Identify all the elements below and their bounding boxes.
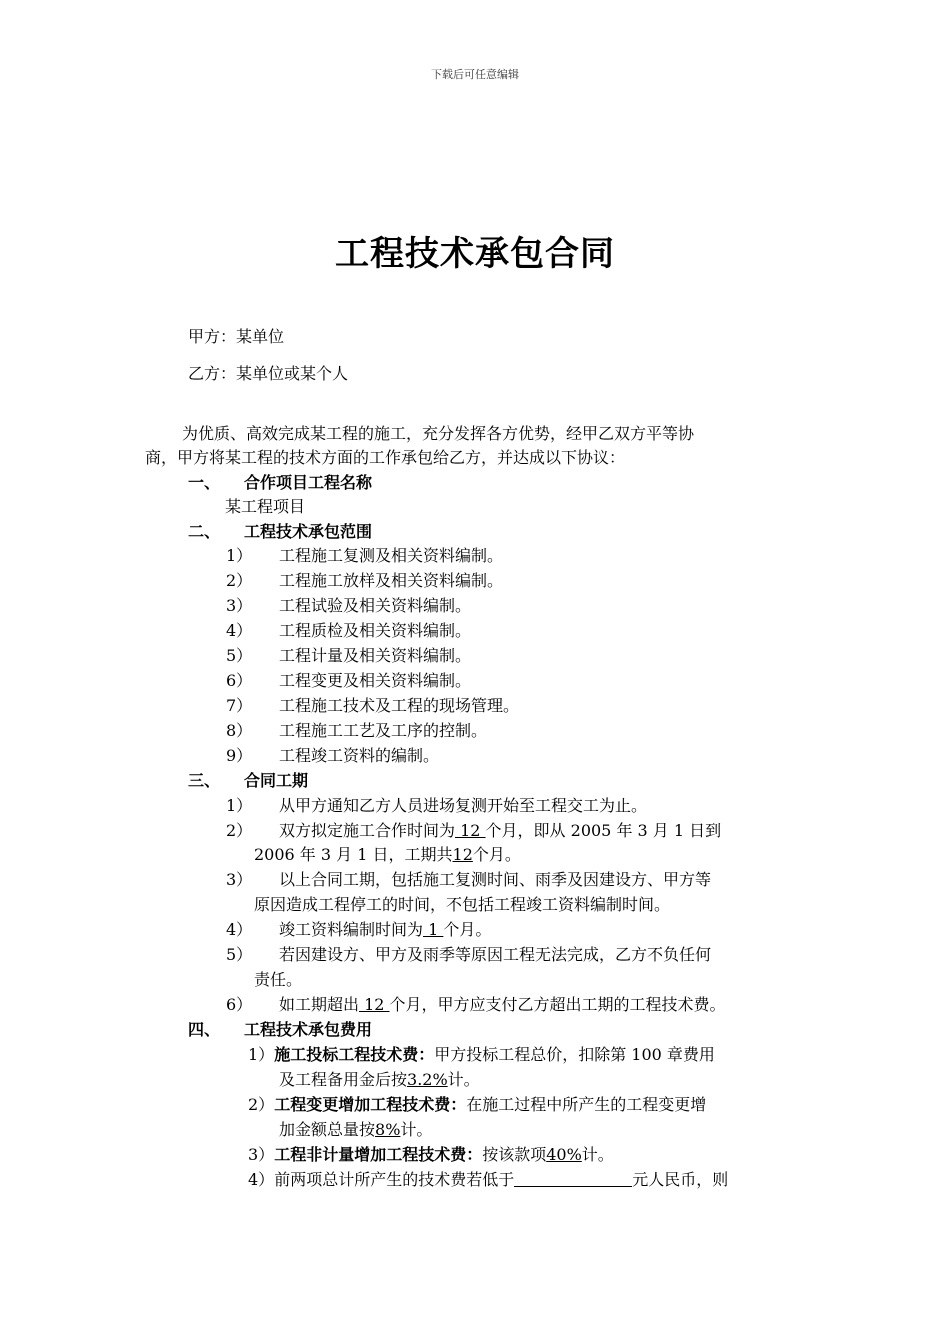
scope-item-5-number: 5） <box>226 646 253 665</box>
section-3-title: 合同工期 <box>244 771 309 790</box>
term-item-1-number: 1） <box>226 796 253 815</box>
fee-item-2-line-2-post: 计。 <box>400 1120 433 1139</box>
fee-item-4-number: 4） <box>248 1170 275 1189</box>
fee-item-3-rate: 40% <box>546 1145 582 1164</box>
fee-item-1-line-2 <box>279 1070 480 1090</box>
section-4-number: 四、 <box>188 1020 221 1039</box>
term-item-1-text: 从甲方通知乙方人员进场复测开始至工程交工为止。 <box>279 796 648 815</box>
section-4-title: 工程技术承包费用 <box>244 1020 373 1039</box>
scope-item-5-text: 工程计量及相关资料编制。 <box>279 646 472 665</box>
term-item-4-post: 个月。 <box>443 920 492 939</box>
fee-item-1-line-1 <box>248 1045 715 1065</box>
party-a: 甲方：某单位 <box>188 327 285 346</box>
fee-item-1-line-2-pre: 及工程备用金后按 <box>279 1070 408 1089</box>
section-2-title: 工程技术承包范围 <box>244 522 373 541</box>
document-title: 工程技术承包合同 <box>335 234 615 274</box>
scope-item-7-number: 7） <box>226 696 253 715</box>
fee-item-1-text: 甲方投标工程总价，扣除第 100 章费用 <box>434 1045 715 1064</box>
term-item-2-pre: 双方拟定施工合作时间为 <box>279 821 456 840</box>
scope-item-8-number: 8） <box>226 721 253 740</box>
fee-item-2-rate: 8% <box>375 1120 401 1139</box>
party-b: 乙方：某单位或某个人 <box>188 364 349 383</box>
term-item-2-post: 个月，即从 2005 年 3 月 1 日到 <box>485 821 722 840</box>
fee-item-2-line-2-pre: 加金额总量按 <box>279 1120 376 1139</box>
term-item-2-line-2 <box>254 845 521 865</box>
fee-item-2-line-1 <box>248 1095 706 1115</box>
term-item-2-number: 2） <box>226 821 253 840</box>
fee-item-3-pre: 按该款项 <box>482 1145 547 1164</box>
scope-item-8-text: 工程施工工艺及工序的控制。 <box>279 721 488 740</box>
term-item-4-number: 4） <box>226 920 253 939</box>
term-item-3-line-2: 原因造成工程停工的时间，不包括工程竣工资料编制时间。 <box>254 895 671 914</box>
fee-item-3-label: 工程非计量增加工程技术费： <box>274 1145 483 1164</box>
term-item-6-pre: 如工期超出 <box>279 995 360 1014</box>
term-item-2-line-2-post: 个月。 <box>472 845 521 864</box>
fee-item-1-number: 1） <box>248 1045 275 1064</box>
scope-item-4-number: 4） <box>226 621 253 640</box>
header-note: 下载后可任意编辑 <box>431 68 519 81</box>
term-item-6-months: 12 <box>359 995 390 1014</box>
fee-item-4-pre: 前两项总计所产生的技术费若低于 <box>274 1170 515 1189</box>
scope-item-2-text: 工程施工放样及相关资料编制。 <box>279 571 504 590</box>
term-item-6-text <box>279 995 726 1015</box>
fee-item-2-line-2 <box>279 1120 432 1140</box>
fee-item-4 <box>248 1170 728 1190</box>
scope-item-4-text: 工程质检及相关资料编制。 <box>279 621 472 640</box>
term-item-2-months: 12 <box>455 821 486 840</box>
fee-item-2-number: 2） <box>248 1095 275 1114</box>
section-2-number: 二、 <box>188 522 221 541</box>
scope-item-6-number: 6） <box>226 671 253 690</box>
scope-item-7-text: 工程施工技术及工程的现场管理。 <box>279 696 520 715</box>
section-1-number: 一、 <box>188 473 221 492</box>
intro-line-2: 商，甲方将某工程的技术方面的工作承包给乙方，并达成以下协议： <box>145 448 626 467</box>
scope-item-1-number: 1） <box>226 546 253 565</box>
term-item-2-total-months: 12 <box>452 845 473 864</box>
term-item-4-text <box>279 920 491 940</box>
scope-item-6-text: 工程变更及相关资料编制。 <box>279 671 472 690</box>
section-3-number: 三、 <box>188 771 221 790</box>
fee-item-4-post: 元人民币，则 <box>632 1170 729 1189</box>
term-item-4-pre: 竣工资料编制时间为 <box>279 920 424 939</box>
fee-item-3 <box>248 1145 614 1165</box>
term-item-5-number: 5） <box>226 945 253 964</box>
scope-item-3-text: 工程试验及相关资料编制。 <box>279 596 472 615</box>
term-item-5-line-2: 责任。 <box>254 970 303 989</box>
fee-item-3-post: 计。 <box>581 1145 614 1164</box>
section-1-content: 某工程项目 <box>225 497 306 516</box>
fee-item-4-blank <box>514 1170 632 1187</box>
intro-line-1: 为优质、高效完成某工程的施工，充分发挥各方优势，经甲乙双方平等协 <box>182 424 695 443</box>
fee-item-1-label: 施工投标工程技术费： <box>274 1045 435 1064</box>
fee-item-1-line-2-post: 计。 <box>447 1070 480 1089</box>
fee-item-3-number: 3） <box>248 1145 275 1164</box>
term-item-4-months: 1 <box>423 920 444 939</box>
term-item-5-line-1: 若因建设方、甲方及雨季等原因工程无法完成，乙方不负任何 <box>279 945 712 964</box>
fee-item-1-rate: 3.2% <box>407 1070 448 1089</box>
term-item-3-line-1: 以上合同工期，包括施工复测时间、雨季及因建设方、甲方等 <box>279 870 712 889</box>
scope-item-2-number: 2） <box>226 571 253 590</box>
term-item-6-post: 个月，甲方应支付乙方超出工期的工程技术费。 <box>389 995 726 1014</box>
term-item-2-line-1 <box>279 821 721 841</box>
fee-item-2-label: 工程变更增加工程技术费： <box>274 1095 467 1114</box>
term-item-6-number: 6） <box>226 995 253 1014</box>
section-1-title: 合作项目工程名称 <box>244 473 373 492</box>
term-item-2-line-2-pre: 2006 年 3 月 1 日，工期共 <box>254 845 453 864</box>
fee-item-2-text: 在施工过程中所产生的工程变更增 <box>466 1095 707 1114</box>
scope-item-1-text: 工程施工复测及相关资料编制。 <box>279 546 504 565</box>
term-item-3-number: 3） <box>226 870 253 889</box>
scope-item-3-number: 3） <box>226 596 253 615</box>
scope-item-9-text: 工程竣工资料的编制。 <box>279 746 440 765</box>
scope-item-9-number: 9） <box>226 746 253 765</box>
